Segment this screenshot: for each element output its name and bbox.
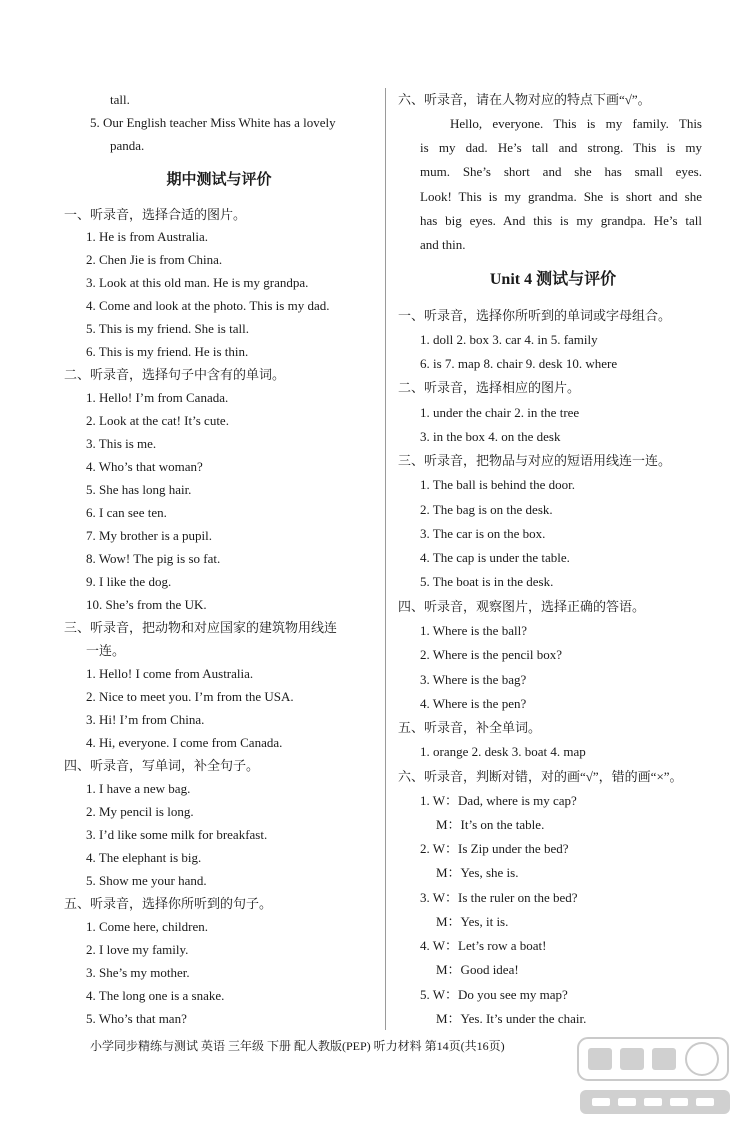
list-item: panda. [110, 138, 145, 153]
list-item: 5. Who’s that man? [86, 1011, 187, 1026]
list-item: 3. This is me. [86, 436, 157, 451]
list-item: 2. The bag is on the desk. [420, 502, 553, 517]
dialogue-line: 4. W：Let’s row a boat! [420, 938, 547, 953]
list-item: 3. I’d like some milk for breakfast. [86, 827, 268, 842]
passage-line: is my dad. He’s tall and strong. This is my [420, 140, 702, 155]
list-item: 1. I have a new bag. [86, 781, 191, 796]
section-title: 三、听录音，把动物和对应国家的建筑物用线连 [64, 620, 338, 635]
dialogue-line: 3. W：Is the ruler on the bed? [420, 890, 578, 905]
list-item: 6. is 7. map 8. chair 9. desk 10. where [420, 356, 618, 371]
passage-line: has big eyes. And this is my grandpa. He’s tall [420, 213, 702, 228]
page-footer: 小学同步精练与测试 英语 三年级 下册 配人教版(PEP) 听力材料 第14页(共16页) [90, 1039, 505, 1053]
list-item: 3. Hi! I’m from China. [86, 712, 205, 727]
list-item: 5. This is my friend. She is tall. [86, 321, 249, 336]
list-item: 4. Come and look at the photo. This is my dad. [86, 298, 330, 313]
section-title: 四、听录音，观察图片，选择正确的答语。 [398, 599, 646, 614]
list-item: 2. Nice to meet you. I’m from the USA. [86, 689, 294, 704]
list-item: 2. My pencil is long. [86, 804, 194, 819]
unit4-title: Unit 4 测试与评价 [489, 271, 617, 288]
dialogue-line: M：Yes, it is. [436, 914, 509, 929]
passage-line: mum. She’s short and she has small eyes. [420, 164, 702, 179]
list-item: 2. Where is the pencil box? [420, 647, 562, 662]
list-item: 5. Our English teacher Miss White has a lovely [90, 115, 336, 130]
section-title: 二、听录音，选择相应的图片。 [398, 380, 581, 395]
dialogue-line: M：Yes. It’s under the chair. [436, 1011, 587, 1026]
section-title: 六、听录音，判断对错，对的画“√”，错的画“×”。 [398, 769, 683, 784]
section-title: 三、听录音，把物品与对应的短语用线连一连。 [398, 453, 672, 468]
list-item: 4. Who’s that woman? [86, 459, 203, 474]
column-divider [385, 88, 386, 1030]
list-item: 7. My brother is a pupil. [86, 528, 213, 543]
list-item: 2. Look at the cat! It’s cute. [86, 413, 229, 428]
list-item: 4. The cap is under the table. [420, 550, 570, 565]
list-item: 6. This is my friend. He is thin. [86, 344, 249, 359]
list-item: 1. Hello! I come from Australia. [86, 666, 254, 681]
list-item: 4. The elephant is big. [86, 850, 202, 865]
dialogue-line: 2. W：Is Zip under the bed? [420, 841, 569, 856]
dialogue-line: M：Yes, she is. [436, 865, 519, 880]
list-item: 3. Look at this old man. He is my grandpa. [86, 275, 309, 290]
list-item: 6. I can see ten. [86, 505, 167, 520]
list-item: 8. Wow! The pig is so fat. [86, 551, 221, 566]
continued-text: tall. [110, 92, 130, 107]
section-title: 六、听录音，请在人物对应的特点下画“√”。 [398, 92, 651, 107]
dialogue-line: 1. W：Dad, where is my cap? [420, 793, 577, 808]
list-item: 3. The car is on the box. [420, 526, 546, 541]
list-item: 4. Hi, everyone. I come from Canada. [86, 735, 283, 750]
list-item: 10. She’s from the UK. [86, 597, 207, 612]
list-item: 4. The long one is a snake. [86, 988, 225, 1003]
passage-line: Hello, everyone. This is my family. This [450, 116, 702, 131]
list-item: 5. She has long hair. [86, 482, 192, 497]
list-item: 5. Show me your hand. [86, 873, 207, 888]
section-title: 一连。 [86, 643, 126, 658]
dialogue-line: 5. W：Do you see my map? [420, 987, 568, 1002]
list-item: 1. He is from Australia. [86, 229, 209, 244]
passage-line: and thin. [420, 237, 466, 252]
watermark-logo [570, 1032, 740, 1122]
list-item: 2. Chen Jie is from China. [86, 252, 223, 267]
list-item: 3. She’s my mother. [86, 965, 190, 980]
passage-line: Look! This is my grandma. She is short and she [420, 189, 702, 204]
list-item: 1. Where is the ball? [420, 623, 527, 638]
list-item: 1. Come here, children. [86, 919, 209, 934]
section-title: 一、听录音，选择你所听到的单词或字母组合。 [398, 308, 672, 323]
midterm-title: 期中测试与评价 [166, 172, 272, 188]
list-item: 1. orange 2. desk 3. boat 4. map [420, 744, 586, 759]
list-item: 9. I like the dog. [86, 574, 172, 589]
list-item: 1. The ball is behind the door. [420, 477, 576, 492]
list-item: 1. doll 2. box 3. car 4. in 5. family [420, 332, 598, 347]
dialogue-line: M：Good idea! [436, 962, 519, 977]
list-item: 5. The boat is in the desk. [420, 574, 554, 589]
list-item: 1. Hello! I’m from Canada. [86, 390, 229, 405]
section-title: 五、听录音，选择你所听到的句子。 [64, 896, 273, 911]
dialogue-line: M：It’s on the table. [436, 817, 545, 832]
section-title: 一、听录音，选择合适的图片。 [64, 207, 247, 222]
list-item: 3. in the box 4. on the desk [420, 429, 561, 444]
section-title: 五、听录音，补全单词。 [398, 720, 542, 735]
list-item: 2. I love my family. [86, 942, 189, 957]
list-item: 1. under the chair 2. in the tree [420, 405, 580, 420]
section-title: 二、听录音，选择句子中含有的单词。 [64, 367, 286, 382]
list-item: 3. Where is the bag? [420, 672, 527, 687]
list-item: 4. Where is the pen? [420, 696, 527, 711]
section-title: 四、听录音，写单词，补全句子。 [64, 758, 260, 773]
